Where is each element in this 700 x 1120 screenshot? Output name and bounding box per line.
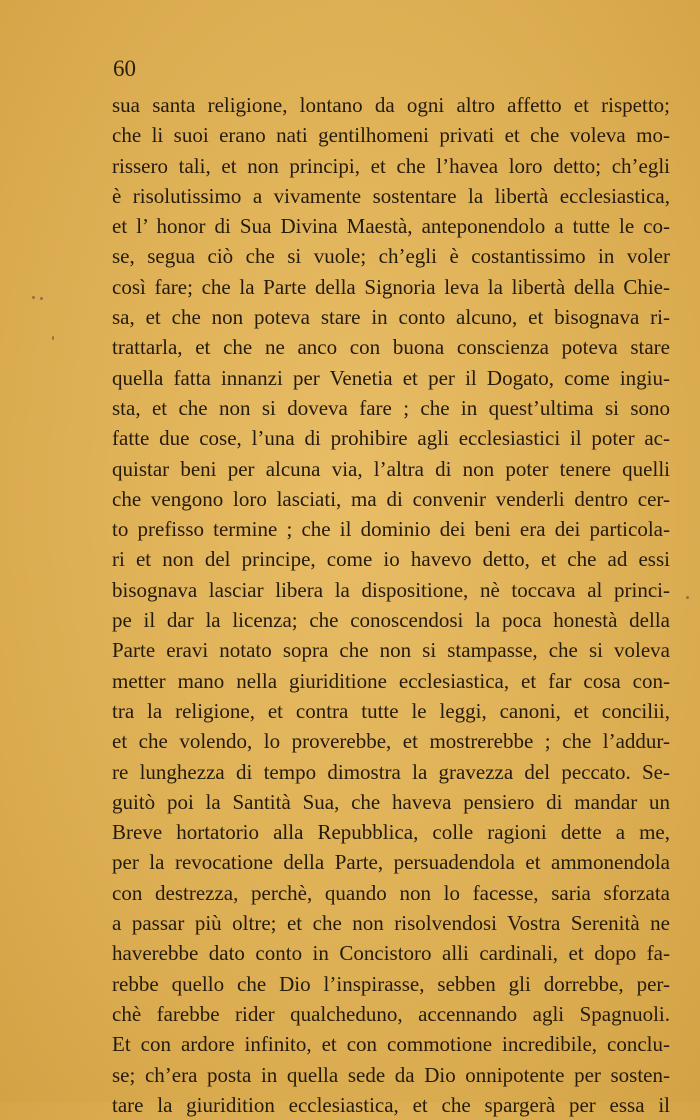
text-line: quistar beni per alcuna via, l’altra di non poter tenere quelli xyxy=(112,456,670,481)
text-line: quella fatta innanzi per Venetia et per il Dogato, come ingiu- xyxy=(112,365,670,390)
text-line: et l’ honor di Sua Divina Maestà, anteponendolo a tutte le co- xyxy=(112,214,670,239)
text-line: trattarla, et che ne anco con buona conscienza poteva stare xyxy=(112,335,670,360)
paper-speck xyxy=(32,296,35,299)
text-line: se; ch’era posta in quella sede da Dio onnipotente per sosten- xyxy=(112,1062,670,1087)
text-line: che vengono loro lasciati, ma di convenir venderli dentro cer- xyxy=(112,486,670,511)
text-line: a passar più oltre; et che non risolvendosi Vostra Serenità ne xyxy=(112,911,670,936)
text-line: Parte eravi notato sopra che non si stampasse, che si voleva xyxy=(112,638,670,663)
text-line: rebbe quello che Dio l’inspirasse, sebben gli dorrebbe, per- xyxy=(112,971,670,996)
text-line: fatte due cose, l’una di prohibire agli ecclesiastici il poter ac- xyxy=(112,426,670,451)
text-line: et che volendo, lo proverebbe, et mostrerebbe ; che l’addur- xyxy=(112,729,670,754)
paper-speck xyxy=(686,596,689,599)
text-line: è risolutissimo a vivamente sostentare la libertà ecclesiastica, xyxy=(112,183,670,208)
body-text xyxy=(112,90,670,1120)
text-line: per la revocatione della Parte, persuadendola et ammonendola xyxy=(112,850,670,875)
text-line: tra la religione, et contra tutte le leggi, canoni, et concilii, xyxy=(112,698,670,723)
text-line: così fare; che la Parte della Signoria leva la libertà della Chie- xyxy=(112,274,670,299)
text-line: bisognava lasciar libera la dispositione, nè toccava al princi- xyxy=(112,577,670,602)
text-line: guitò poi la Santità Sua, che haveva pensiero di mandar un xyxy=(112,789,670,814)
paper-speck xyxy=(52,336,54,340)
text-line: metter mano nella giuriditione ecclesiastica, et far cosa con- xyxy=(112,668,670,693)
text-line: con destrezza, perchè, quando non lo facesse, saria sforzata xyxy=(112,880,670,905)
text-line: ri et non del principe, come io havevo detto, et che ad essi xyxy=(112,547,670,572)
text-line: Et con ardore infinito, et con commotione incredibile, conclu- xyxy=(112,1032,670,1057)
text-line: tare la giuridition ecclesiastica, et che spargerà per essa il xyxy=(112,1092,670,1117)
text-line: pe il dar la licenza; che conoscendosi la poca honestà della xyxy=(112,608,670,633)
paper-speck xyxy=(40,297,43,300)
text-line: rissero tali, et non principi, et che l’havea loro detto; ch’egli xyxy=(112,153,670,178)
text-line: chè farebbe rider qualcheduno, accennando agli Spagnuoli. xyxy=(112,1001,670,1026)
text-line: sua santa religione, lontano da ogni altro affetto et rispetto; xyxy=(112,93,670,117)
text-line: re lunghezza di tempo dimostra la gravezza del peccato. Se- xyxy=(112,759,670,784)
text-line: haverebbe dato conto in Concistoro alli cardinali, et dopo fa- xyxy=(112,941,670,966)
text-line: Breve hortatorio alla Repubblica, colle ragioni dette a me, xyxy=(112,820,670,845)
text-line: se, segua ciò che si vuole; ch’egli è costantissimo in voler xyxy=(112,244,670,269)
text-line: che li suoi erano nati gentilhomeni privati et che voleva mo- xyxy=(112,123,670,148)
text-line: sa, et che non poteva stare in conto alcuno, et bisognava ri- xyxy=(112,305,670,330)
text-line: to prefisso termine ; che il dominio dei beni era dei particola- xyxy=(112,517,670,542)
page-number: 60 xyxy=(113,56,136,81)
text-line: sta, et che non si doveva fare ; che in quest’ultima si sono xyxy=(112,395,670,420)
